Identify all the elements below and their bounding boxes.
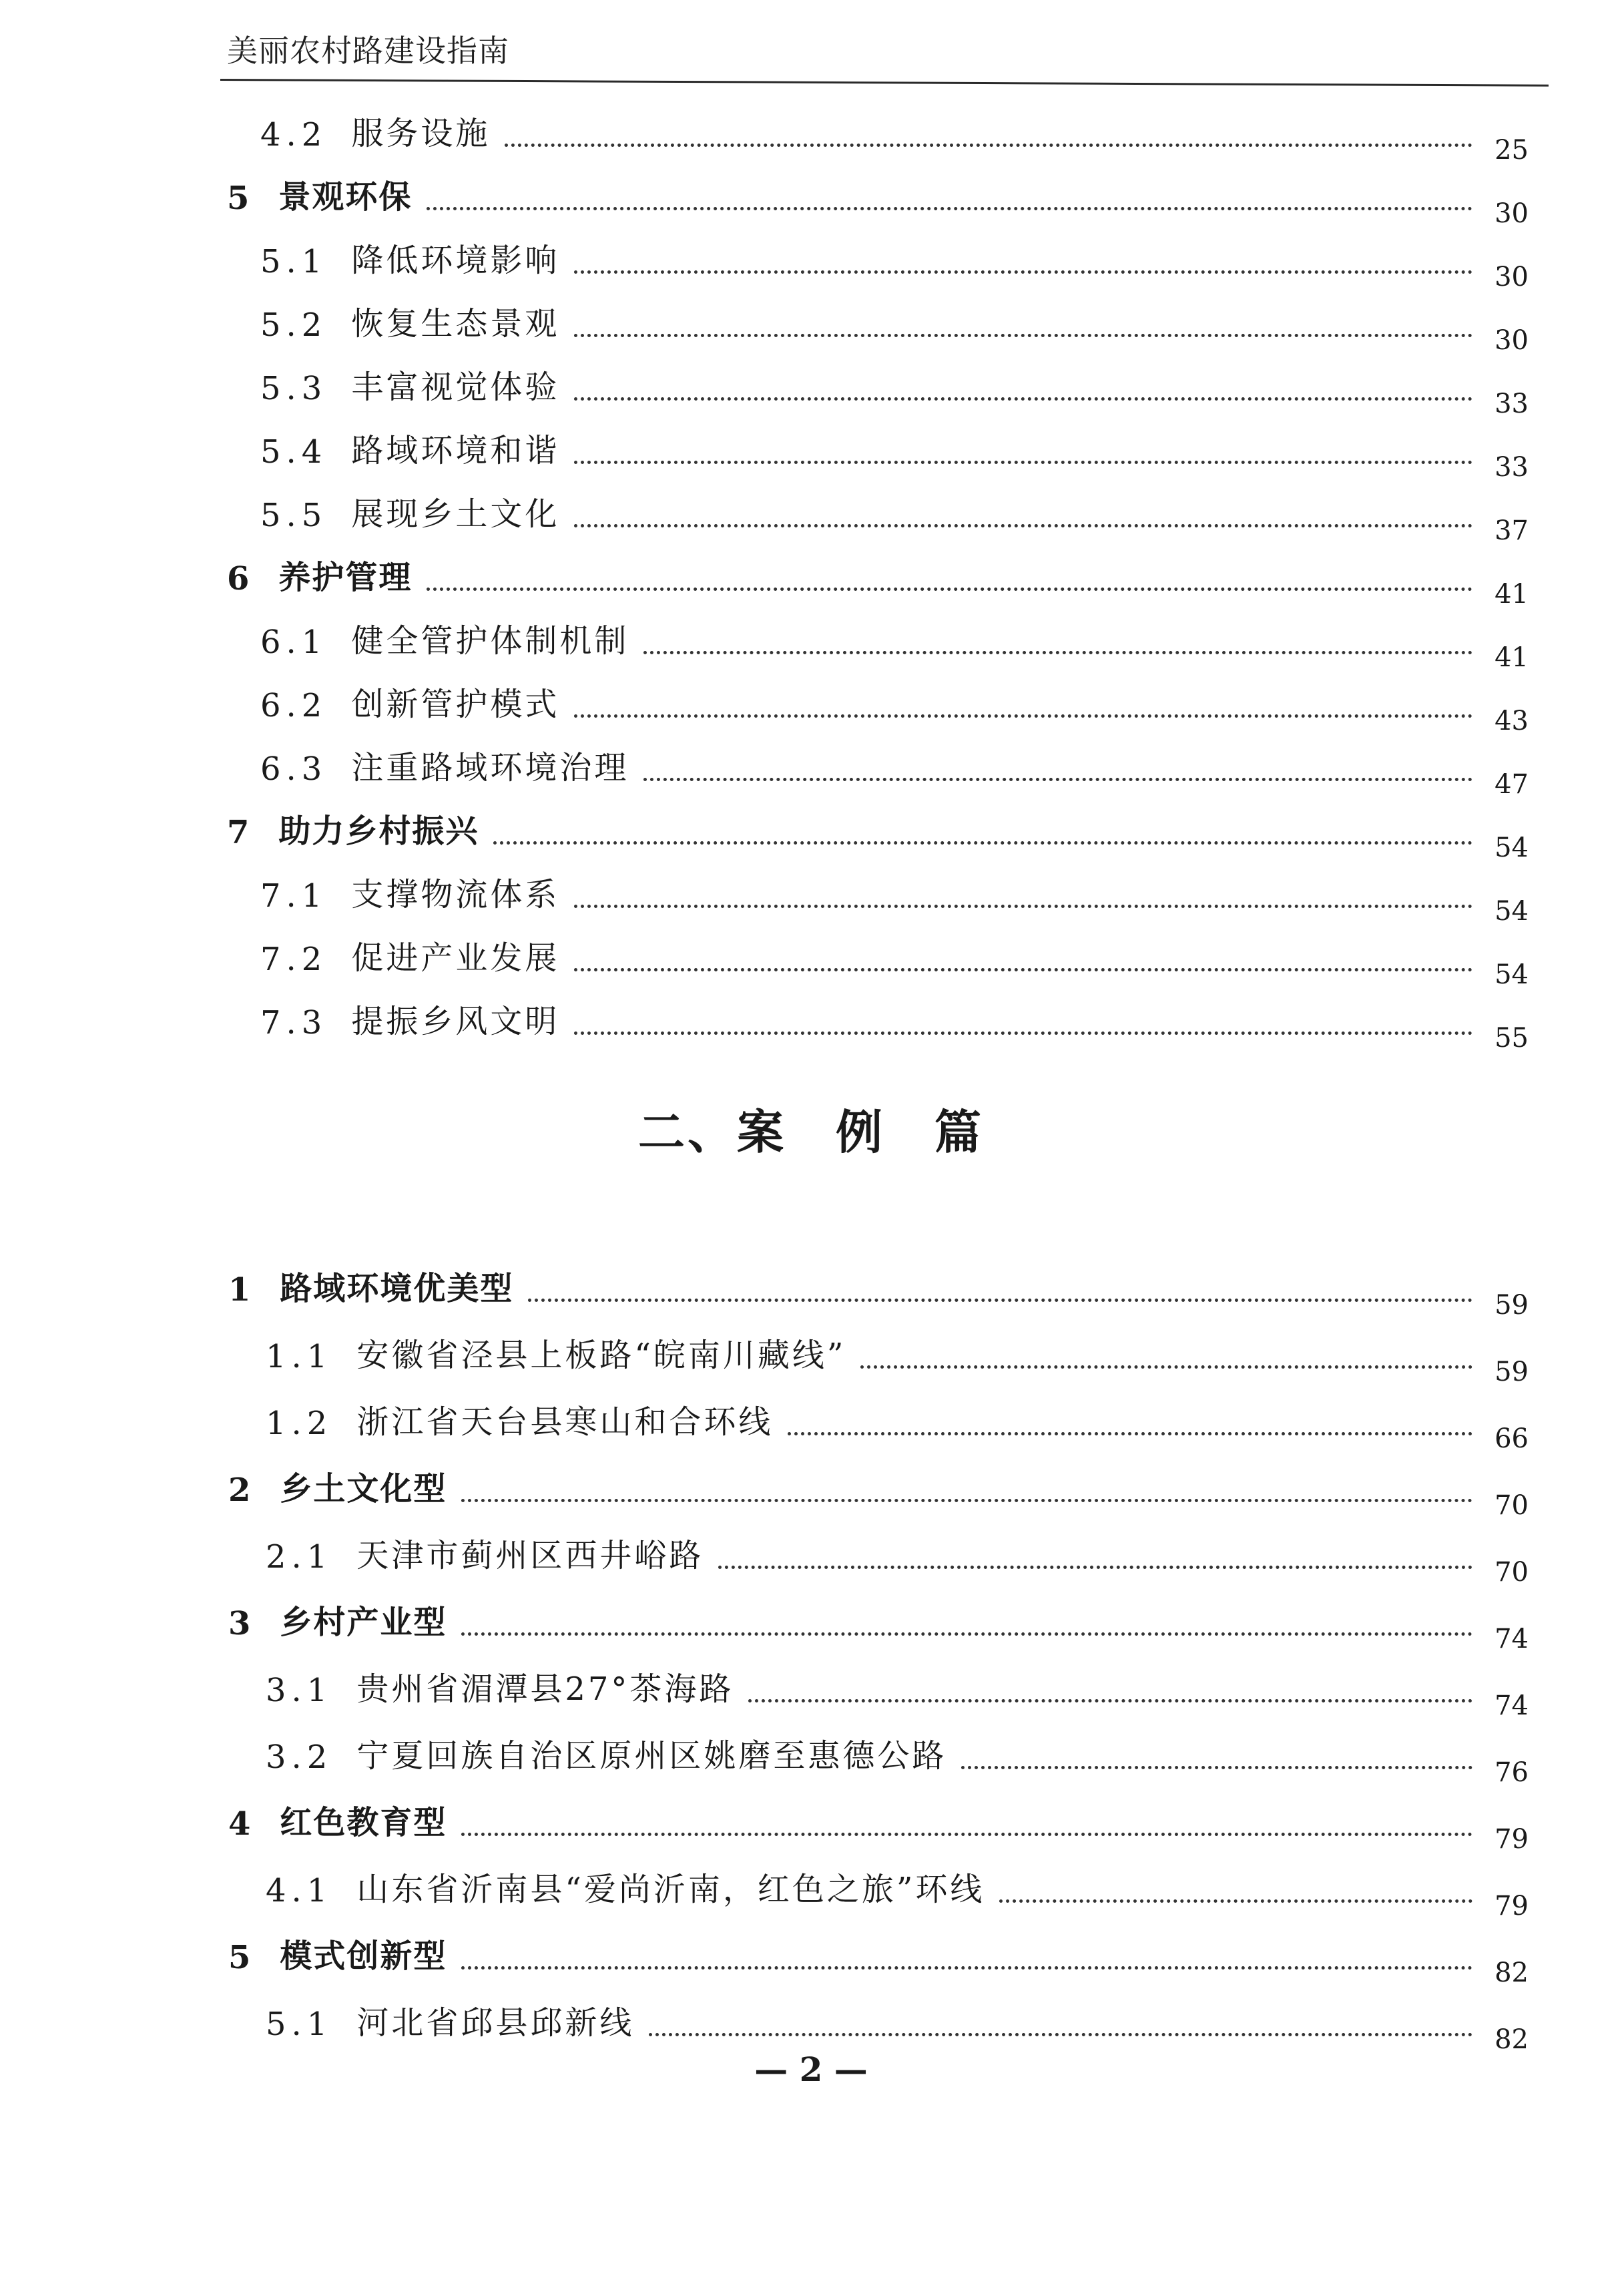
toc-entry-title: 养护管理 (278, 559, 413, 596)
toc-entry-number: 5.5 (260, 497, 328, 534)
toc-entry-title: 支撑物流体系 (351, 876, 560, 913)
toc-entry-page: 74 (1495, 1624, 1529, 1654)
toc-entry[interactable] (220, 1789, 1529, 1855)
toc-entry-number: 6.2 (260, 687, 328, 724)
toc-entry-number: 5.3 (260, 370, 328, 407)
toc-entry-title: 景观环保 (278, 178, 413, 216)
toc-entry-title: 助力乡村振兴 (278, 813, 479, 850)
toc-leader-dots (574, 461, 1472, 464)
toc-leader-dots (574, 714, 1472, 718)
toc-entry-number: 7.2 (260, 941, 328, 978)
toc-leader-dots (493, 841, 1472, 845)
toc-entry-page: 66 (1495, 1423, 1529, 1454)
toc-entry-page: 30 (1495, 262, 1529, 292)
toc-leader-dots (961, 1766, 1472, 1769)
toc-leader-dots (748, 1699, 1472, 1702)
toc-entry[interactable] (220, 1522, 1529, 1588)
toc-entry-number: 5.1 (260, 243, 328, 280)
toc-entry-page: 30 (1495, 325, 1529, 356)
toc-entry[interactable] (220, 1856, 1529, 1921)
toc-entry-page: 37 (1495, 515, 1529, 546)
toc-leader-dots (461, 1966, 1472, 1970)
toc-entry[interactable] (220, 734, 1529, 800)
toc-entry-title: 路域环境和谐 (351, 432, 560, 469)
toc-entry-number: 7 (227, 814, 255, 851)
toc-entry-title: 提振乡风文明 (351, 1003, 560, 1040)
toc-entry-number: 5 (228, 1939, 256, 1976)
toc-leader-dots (788, 1432, 1472, 1435)
toc-entry-page: 70 (1495, 1557, 1529, 1588)
toc-entry-number: 4 (228, 1805, 256, 1843)
toc-entry[interactable] (220, 608, 1529, 673)
toc-entry[interactable] (220, 1589, 1529, 1654)
toc-entry[interactable] (220, 1923, 1529, 1988)
running-header: 美丽农村路建设指南 (227, 33, 509, 69)
toc-leader-dots (574, 334, 1472, 337)
toc-entry[interactable] (220, 100, 1529, 166)
toc-entry[interactable] (220, 544, 1529, 610)
toc-entry-title: 服务设施 (351, 115, 491, 152)
toc-entry-number: 7.3 (260, 1004, 328, 1042)
toc-entry-page: 54 (1495, 896, 1529, 927)
toc-entry[interactable] (220, 1455, 1529, 1521)
toc-entry-page: 79 (1495, 1891, 1529, 1921)
toc-entry-title: 恢复生态景观 (351, 305, 560, 342)
toc-entry-page: 82 (1495, 2024, 1529, 2055)
toc-entry-title: 展现乡土文化 (351, 495, 560, 533)
toc-entry[interactable] (220, 481, 1529, 546)
toc-entry-title: 贵州省湄潭县27°茶海路 (356, 1670, 734, 1708)
toc-entry-page: 70 (1495, 1490, 1529, 1521)
toc-leader-dots (718, 1566, 1472, 1569)
toc-entry-page: 33 (1495, 389, 1529, 419)
toc-entry-page: 25 (1495, 135, 1529, 166)
toc-entry-number: 7.1 (260, 877, 328, 915)
toc-entry-number: 5.2 (260, 306, 328, 344)
toc-entry-title: 红色教育型 (280, 1804, 447, 1841)
toc-entry[interactable] (220, 671, 1529, 736)
toc-entry[interactable] (220, 164, 1529, 229)
toc-leader-dots (461, 1632, 1472, 1636)
toc-entry-title: 丰富视觉体验 (351, 369, 560, 406)
toc-entry-title: 模式创新型 (280, 1937, 447, 1975)
toc-entry-title: 促进产业发展 (351, 939, 560, 977)
toc-leader-dots (574, 397, 1472, 401)
toc-entry[interactable] (220, 798, 1529, 863)
toc-entry-page: 74 (1495, 1690, 1529, 1721)
toc-entry-title: 天津市蓟州区西井峪路 (356, 1537, 704, 1574)
toc-entry-page: 41 (1495, 579, 1529, 610)
toc-leader-dots (649, 2033, 1472, 2036)
toc-entry-number: 2 (228, 1471, 256, 1509)
toc-entry[interactable] (220, 861, 1529, 927)
toc-entry[interactable] (220, 1723, 1529, 1788)
toc-entry-title: 河北省邱县邱新线 (356, 2004, 635, 2042)
toc-entry-number: 3.1 (266, 1672, 333, 1709)
toc-entry-number: 4.1 (266, 1872, 333, 1909)
toc-entry-title: 浙江省天台县寒山和合环线 (356, 1403, 774, 1441)
toc-entry-page: 41 (1495, 642, 1529, 673)
toc-entry-title: 注重路域环境治理 (351, 749, 629, 786)
page-number: — 2 — (754, 2050, 868, 2089)
toc-leader-dots (574, 968, 1472, 971)
toc-leader-dots (528, 1299, 1472, 1302)
toc-leader-dots (574, 905, 1472, 908)
toc-entry-title: 乡土文化型 (280, 1470, 447, 1508)
toc-entry-number: 5.4 (260, 433, 328, 471)
toc-entry-page: 43 (1495, 706, 1529, 736)
toc-entry-title: 创新管护模式 (351, 686, 560, 723)
toc-entry-title: 乡村产业型 (280, 1604, 447, 1641)
toc-entry-page: 30 (1495, 198, 1529, 229)
toc-entry-page: 33 (1495, 452, 1529, 483)
toc-entry-page: 55 (1495, 1023, 1529, 1054)
toc-entry-page: 59 (1495, 1290, 1529, 1321)
toc-entry[interactable] (220, 1656, 1529, 1721)
toc-entry[interactable] (220, 354, 1529, 419)
toc-entry[interactable] (220, 988, 1529, 1054)
toc-entry-page: 47 (1495, 769, 1529, 800)
toc-leader-dots (427, 588, 1472, 591)
toc-entry-page: 79 (1495, 1824, 1529, 1855)
toc-entry-title: 健全管护体制机制 (351, 622, 629, 660)
toc-entry[interactable] (220, 925, 1529, 990)
toc-entry-page: 54 (1495, 959, 1529, 990)
toc-leader-dots (643, 651, 1472, 654)
toc-entry-title: 路域环境优美型 (280, 1270, 514, 1307)
toc-entry-page: 76 (1495, 1757, 1529, 1788)
toc-leader-dots (860, 1365, 1472, 1369)
toc-entry-page: 59 (1495, 1357, 1529, 1387)
toc-entry[interactable] (220, 290, 1529, 356)
toc-entry-page: 54 (1495, 833, 1529, 863)
toc-entry-number: 3.2 (266, 1739, 333, 1776)
toc-leader-dots (574, 1031, 1472, 1035)
toc-entry[interactable] (220, 1322, 1529, 1387)
toc-leader-dots (999, 1899, 1472, 1903)
toc-entry-title: 山东省沂南县“爱尚沂南，红色之旅”环线 (356, 1871, 985, 1908)
toc-entry-title: 安徽省泾县上板路“皖南川藏线” (356, 1337, 846, 1374)
toc-entry-number: 4.2 (260, 116, 328, 154)
toc-leader-dots (574, 524, 1472, 527)
toc-entry-number: 3 (228, 1605, 256, 1642)
toc-leader-dots (461, 1499, 1472, 1502)
toc-entry[interactable] (220, 1389, 1529, 1454)
toc-entry-number: 5 (227, 180, 255, 217)
toc-leader-dots (574, 270, 1472, 274)
toc-entry-title: 降低环境影响 (351, 242, 560, 279)
toc-entry-number: 1.1 (266, 1338, 333, 1375)
toc-entry-title: 宁夏回族自治区原州区姚磨至惠德公路 (356, 1737, 947, 1775)
toc-leader-dots (427, 207, 1472, 210)
toc-entry[interactable] (220, 1990, 1529, 2055)
toc-leader-dots (643, 778, 1472, 781)
toc-entry-page: 82 (1495, 1958, 1529, 1988)
toc-leader-dots (505, 144, 1472, 147)
toc-entry[interactable] (220, 227, 1529, 292)
toc-entry-number: 6.3 (260, 750, 328, 788)
case-section-title: 二、案 例 篇 (638, 1104, 984, 1160)
toc-leader-dots (461, 1833, 1472, 1836)
toc-entry-number: 6 (227, 560, 255, 598)
toc-entry-number: 6.1 (260, 624, 328, 661)
toc-entry-number: 5.1 (266, 2006, 333, 2043)
toc-entry[interactable] (220, 1255, 1529, 1321)
toc-entry-number: 1 (228, 1271, 256, 1309)
toc-entry-number: 2.1 (266, 1538, 333, 1576)
toc-entry[interactable] (220, 417, 1529, 483)
toc-entry-number: 1.2 (266, 1405, 333, 1442)
